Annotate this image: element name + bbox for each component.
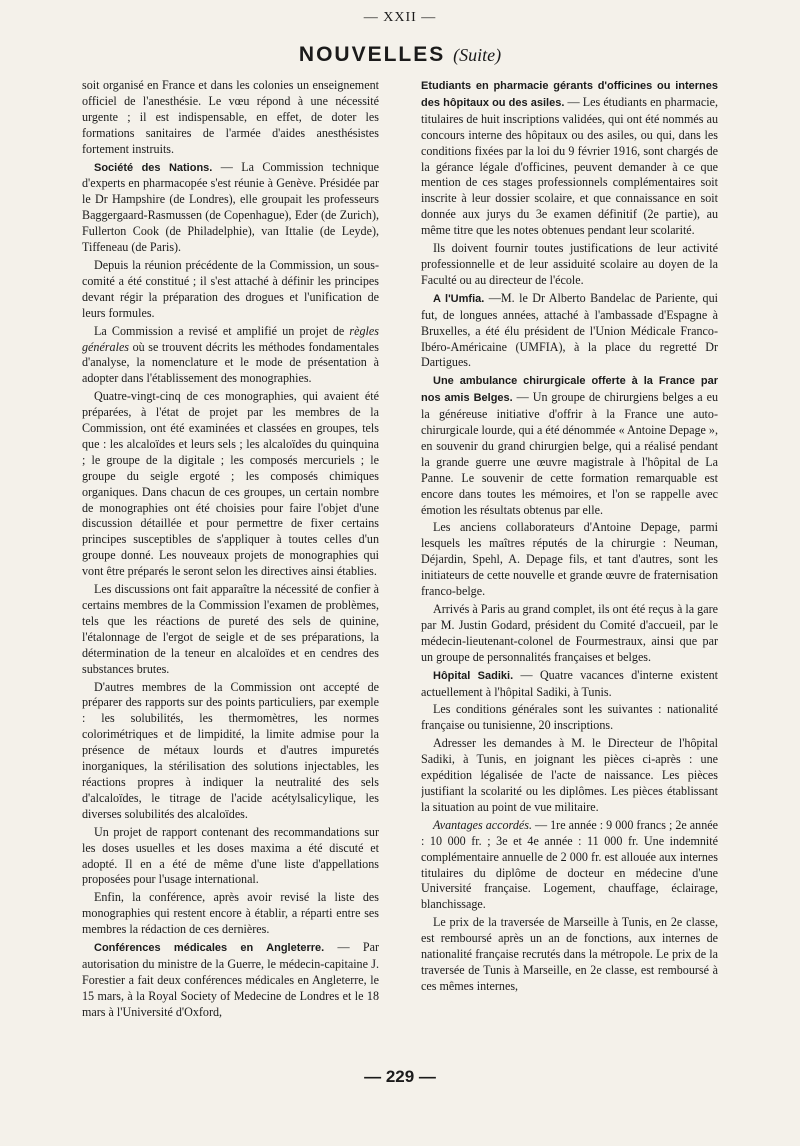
section-ambulance-chirurgicale <box>421 373 718 518</box>
paragraph-sadiki-3: Adresser les demandes à M. le Directeur de l'hôpital Sadiki, à Tunis, en joignant les pièces ci-après : une expédition légalisée de l'acte de naissance. Les pièces justifiant la scolarité ou les diplômes. Les pièces établissant la situation au point de vue militaire. <box>421 736 718 814</box>
text-sadiki-4: — 1re année : 9 000 francs ; 2e année : 10 000 fr. ; 3e et 4e année : 11 000 fr. Une indemnité complémentaire annuelle de 2 000 fr. est allouée aux internes titulaires du diplôme de docteur en médecine d'une Université française. Logement, chauffage, éclairage, blanchissage. <box>421 817 718 912</box>
section-etudiants-pharmacie <box>421 78 718 239</box>
paragraph-sdn-8: Enfin, la conférence, après avoir revisé la liste des monographies qui restent encore à établir, a réparti entre ses membres la rédaction de ces dernières. <box>82 890 379 937</box>
text-sdn-3b: où se trouvent décrits les méthodes fondamentales d'analyse, la nomenclature et le mode de présentation à adopter dans l'établissement des monographies. <box>82 339 379 386</box>
text-conferences-1: — Par autorisation du ministre de la Guerre, le médecin-capitaine J. Forestier a fait deux conférences médicales en Angleterre, le 15 mars, à la Royal Society of Medecine de Londres et le 18 mars à l'Université d'Oxford, <box>82 940 379 1019</box>
section-conferences-angleterre <box>82 940 379 1021</box>
paragraph-sadiki-5: Le prix de la traversée de Marseille à Tunis, en 2e classe, est remboursé après un an de fonctions, aux internes de nationalité française recrutés dans la métropole. Le prix de la traversée de Tunis à Marseille, en 2e classe, est remboursé à ces mêmes internes, <box>421 915 718 993</box>
paragraph-sadiki-4 <box>421 818 718 913</box>
paragraph-sdn-2: Depuis la réunion précédente de la Commission, un sous-comité a été constitué ; il s'est attaché à définir les principes devant régir la préparation des drogues et l'unification de leurs formules. <box>82 257 379 320</box>
heading-etudiants-pharmacie: Etudiants en pharmacie gérants d'officines ou internes des hôpitaux ou des asiles. <box>421 80 718 109</box>
paragraph-sdn-4: Quatre-vingt-cinq de ces monographies, qui avaient été préparées, à l'état de projet par les membres de la Commission, ont été examinées et classées en groupes, tels que : les alcaloïdes et leurs sels ; les alcaloïdes du quinquina ; le groupe de la digitale ; les composés mercuriels ; le groupe du seigle ergoté ; les composés chimiques organiques. Dans chacun de ces groupes, un certain nombre de monographies ont été choisies pour faire l'objet d'une discussion détaillée et pour permettre de fixer certains principes susceptibles de s'appliquer à toutes celles d'un groupe donné. Les nouveaux projets de monographies qui vont être préparés le seront selon les directives ainsi établies. <box>82 389 379 579</box>
paragraph-etudiants-2: Ils doivent fournir toutes justifications de leur activité professionnelle et de leur assiduité scolaire au doyen de la Faculté ou au directeur de l'école. <box>421 241 718 287</box>
emphasis-regles-generales: règles générales <box>82 323 379 354</box>
paragraph-sadiki-2: Les conditions générales sont les suivantes : nationalité française ou tunisienne, 20 inscriptions. <box>421 702 718 733</box>
paragraph-sdn-5: Les discussions ont fait apparaître la nécessité de confier à certains membres de la Commission l'examen de problèmes, tels que les réactions de pureté des sels de quinine, l'étalonnage de l'ergot de seigle et de ses préparations, la détermination de la teneur en alcaloïdes et en cendres des substances brutes. <box>82 582 379 676</box>
text-etudiants-1: — Les étudiants en pharmacie, titulaires de huit inscriptions validées, qui ont été nommés au concours interne des hôpitaux ou des asiles, ou qui, dans les conditions fixées par la loi du 9 février 1916, sont chargés de la gérance légale d'officines, peuvent demander à ce que mention de ces stages professionnels complémentaires soit inscrite à leur dossier scolaire, et que connaissance en soit donnée aux jurys du 3e examen définitif (2e partie), au même titre que les notes obtenues pendant leur scolarité. <box>421 94 718 238</box>
text-ambulance-1: — Un groupe de chirurgiens belges a eu la généreuse initiative d'offrir à la France une auto-chirurgicale lourde, qui a été dénommée « Antoine Depage », en souvenir du grand chirurgien belge, qui a réalisé pendant la grande guerre une œuvre magistrale à l'hôpital de La Panne. Le souvenir de cette formation remarquable est encore dans toutes les mémoires, et l'on se rappelle avec émotion les résultats obtenus par elle. <box>421 390 718 517</box>
heading-conferences-angleterre: Conférences médicales en Angleterre. <box>94 942 325 955</box>
text-sadiki-1: — Quatre vacances d'interne existent actuellement à l'hôpital Sadiki, à Tunis. <box>421 667 718 699</box>
paragraph-ambulance-3: Arrivés à Paris au grand complet, ils ont été reçus à la gare par M. Justin Godard, président du Comité d'accueil, par le médecin-lieutenant-colonel de Fourmestraux, ainsi que par un groupe de personnalités françaises et belges. <box>421 602 718 664</box>
paragraph-ambulance-2: Les anciens collaborateurs d'Antoine Depage, parmi lesquels les maîtres réputés de la chirurgie : Neuman, Déjardin, Spehl, A. Depage fils, et tant d'autres, sont les initiateurs de cette nouvelle et grande œuvre de fraternisation franco-belge. <box>421 520 718 599</box>
paragraph-sdn-7: Un projet de rapport contenant des recommandations sur les doses usuelles et les doses maxima a été discuté et adopté. Il en a été de même d'une liste d'appellations proposées pour l'usage international. <box>82 824 379 887</box>
page-folio: — XXII — <box>363 10 437 25</box>
text-umfia-1: —M. le Dr Alberto Bandelac de Pariente, qui fut, de longues années, attaché à l'ambassade d'Espagne à Bruxelles, a été élu président de l'Union Médicale Franco-Ibéro-Américaine (UMFIA), à la place du regretté Dr Dartigues. <box>421 290 718 370</box>
emphasis-avantages-accordes: Avantages accordés. <box>433 817 532 832</box>
heading-ambulance-chirurgicale: Une ambulance chirurgicale offerte à la France par nos amis Belges. <box>421 375 718 405</box>
page-title <box>0 43 800 67</box>
heading-umfia: A l'Umfia. <box>433 292 485 305</box>
text-sdn-1: — La Commission technique d'experts en pharmacopée s'est réunie à Genève. Présidée par le Dr Hampshire (de Londres), elle groupait les professeurs Baggergaard-Rasmussen (de Copenhague), Eder (de Zurich), Fullerton Cook (de Philadelphie), van Ittalie (de Leyde), Tiffeneau (de Paris). <box>82 159 379 255</box>
right-column <box>421 78 718 1062</box>
left-column <box>82 78 379 1062</box>
section-umfia <box>421 291 718 372</box>
heading-hopital-sadiki: Hôpital Sadiki. <box>433 669 514 682</box>
page-number: — 229 — <box>364 1067 436 1086</box>
paragraph-anesthesie: soit organisé en France et dans les colonies un enseignement officiel de l'anesthésie. Le vœu répond à une nécessité urgente ; il est indispensable, en effet, de doter les formations sanitaires de l'armée d'aides anesthésistes fortement instruits. <box>82 78 379 156</box>
title-text: NOUVELLES <box>298 43 446 66</box>
title-suffix: (Suite) <box>453 45 502 65</box>
section-societe-des-nations <box>82 160 379 256</box>
paragraph-sdn-3 <box>82 324 379 388</box>
section-hopital-sadiki <box>421 668 718 701</box>
paragraph-sdn-6: D'autres membres de la Commission ont accepté de préparer des rapports sur des points particuliers, par exemple : les solubilités, les thermomètres, les normes colorimétriques et de limpidité, la limite admise pour la présence de métaux lourds et d'autres impuretés inorganiques, la stérilisation des solutions injectables, les réactions propres à indiquer la neutralité des sels d'alcaloïdes, le titrage de l'acide acétylsalicylique, les diverses solubilités des alcaloïdes. <box>82 679 379 821</box>
text-sdn-3a: La Commission a revisé et amplifié un projet de <box>94 323 345 338</box>
heading-societe-des-nations: Société des Nations. <box>94 161 213 174</box>
